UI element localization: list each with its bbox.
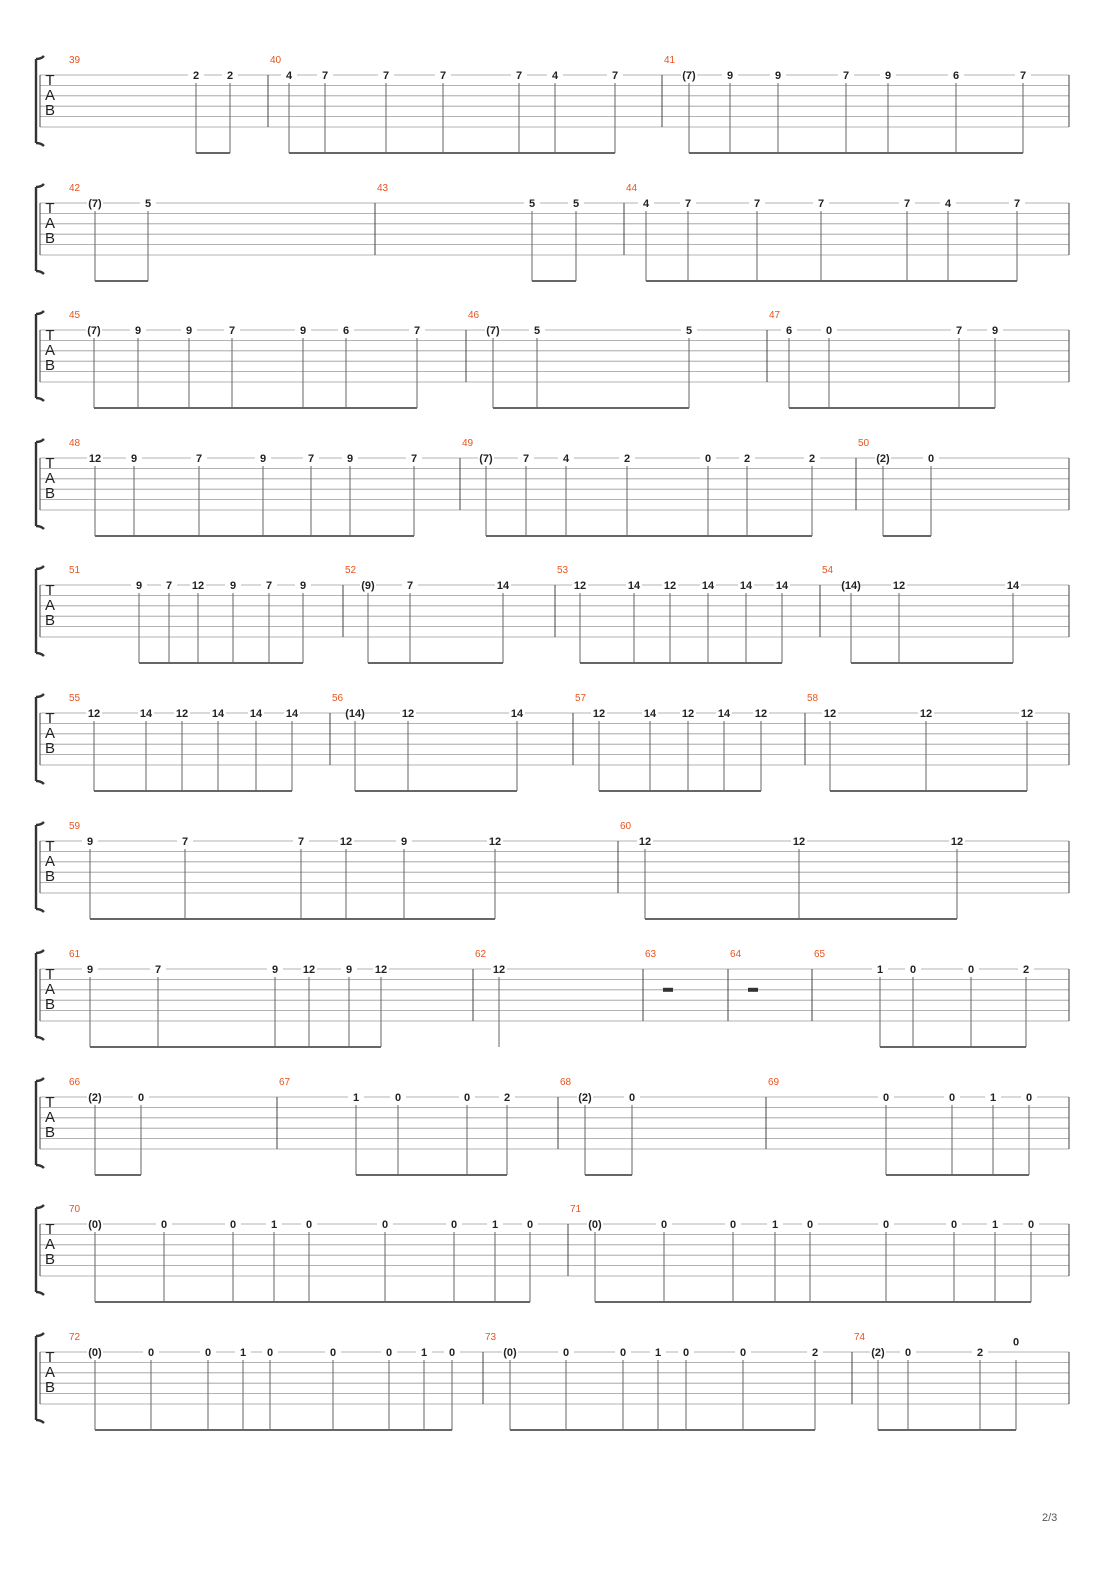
measure-number: 53: [557, 565, 569, 576]
tab-clef-letter: T: [45, 455, 55, 472]
fret-number: 0: [825, 325, 833, 337]
tab-system: [36, 949, 1069, 1047]
fret-number: 0: [381, 1219, 389, 1231]
fret-number: 1: [654, 1347, 662, 1359]
fret-number: 0: [450, 1219, 458, 1231]
tab-clef-letter: B: [44, 996, 56, 1013]
fret-number: 7: [165, 580, 173, 592]
fret-number: 1: [771, 1219, 779, 1231]
fret-number: 12: [681, 708, 695, 720]
fret-number: 12: [638, 836, 652, 848]
fret-number: 9: [299, 580, 307, 592]
fret-number: 0: [948, 1092, 956, 1104]
tab-clef-letter: T: [45, 1221, 55, 1238]
fret-number: 12: [191, 580, 205, 592]
fret-number: 6: [785, 325, 793, 337]
fret-number: (0): [88, 1219, 102, 1231]
fret-number: 1: [991, 1219, 999, 1231]
fret-number: 2: [623, 453, 631, 465]
fret-number: 7: [307, 453, 315, 465]
tab-clef-letter: T: [45, 200, 55, 217]
fret-number: 9: [259, 453, 267, 465]
fret-number: 14: [643, 708, 657, 720]
measure-number: 63: [645, 949, 657, 960]
fret-number: 12: [1020, 708, 1034, 720]
fret-number: (7): [479, 453, 493, 465]
measure-number: 50: [858, 438, 870, 449]
fret-number: 7: [515, 70, 523, 82]
measure-number: 51: [69, 565, 81, 576]
tab-clef-letter: B: [44, 485, 56, 502]
fret-number: 0: [882, 1092, 890, 1104]
fret-number: 12: [950, 836, 964, 848]
fret-number: 12: [374, 964, 388, 976]
fret-number: (7): [486, 325, 500, 337]
tab-clef-letter: B: [44, 868, 56, 885]
fret-number: (0): [88, 1347, 102, 1359]
fret-number: 0: [619, 1347, 627, 1359]
fret-number: 0: [394, 1092, 402, 1104]
fret-number: 12: [823, 708, 837, 720]
tab-system: [36, 693, 1069, 791]
fret-number: 0: [729, 1219, 737, 1231]
tab-system: [36, 438, 1069, 536]
fret-number: 7: [181, 836, 189, 848]
fret-number: 7: [611, 70, 619, 82]
fret-number: 1: [239, 1347, 247, 1359]
fret-number: 0: [704, 453, 712, 465]
fret-number: 0: [204, 1347, 212, 1359]
fret-number: 14: [496, 580, 510, 592]
fret-number: 0: [660, 1219, 668, 1231]
tab-clef-letter: A: [44, 470, 56, 487]
fret-number: 12: [87, 708, 101, 720]
measure-number: 45: [69, 310, 81, 321]
fret-number: 0: [950, 1219, 958, 1231]
tab-clef-letter: T: [45, 1094, 55, 1111]
fret-number: 5: [572, 198, 580, 210]
fret-number: 7: [753, 198, 761, 210]
fret-number: 12: [754, 708, 768, 720]
fret-number: 7: [228, 325, 236, 337]
fret-number: 7: [684, 198, 692, 210]
fret-number: 0: [562, 1347, 570, 1359]
whole-rest: [663, 988, 673, 992]
tab-clef-letter: T: [45, 582, 55, 599]
tab-system: [36, 821, 1069, 919]
fret-number: 5: [528, 198, 536, 210]
fret-number: 12: [302, 964, 316, 976]
tab-clef-letter: T: [45, 838, 55, 855]
fret-number: 2: [503, 1092, 511, 1104]
fret-number: 9: [229, 580, 237, 592]
tab-system: [36, 310, 1069, 408]
fret-number: 1: [876, 964, 884, 976]
measure-number: 60: [620, 821, 632, 832]
fret-number: 7: [1013, 198, 1021, 210]
fret-number: 12: [492, 964, 506, 976]
fret-number: (2): [876, 453, 890, 465]
fret-number: 9: [134, 325, 142, 337]
fret-number: 9: [299, 325, 307, 337]
tab-clef-letter: A: [44, 215, 56, 232]
fret-number: 4: [551, 70, 559, 82]
measure-number: 64: [730, 949, 742, 960]
tab-system: [36, 565, 1069, 663]
page-number: 2/3: [1042, 1512, 1058, 1524]
tab-clef-letter: B: [44, 612, 56, 629]
fret-number: 0: [682, 1347, 690, 1359]
fret-number: 9: [185, 325, 193, 337]
tab-clef-letter: T: [45, 966, 55, 983]
tab-clef-letter: B: [44, 230, 56, 247]
fret-number: 4: [562, 453, 570, 465]
measure-number: 55: [69, 693, 81, 704]
tab-clef-letter: A: [44, 597, 56, 614]
fret-number: 7: [842, 70, 850, 82]
fret-number: 7: [410, 453, 418, 465]
fret-number: 4: [944, 198, 952, 210]
fret-number: 4: [642, 198, 650, 210]
fret-number: (7): [682, 70, 696, 82]
fret-number: 0: [806, 1219, 814, 1231]
fret-number: 1: [270, 1219, 278, 1231]
fret-number: 6: [952, 70, 960, 82]
fret-number: 9: [271, 964, 279, 976]
measure-number: 42: [69, 183, 81, 194]
tab-clef-letter: A: [44, 981, 56, 998]
fret-number: 9: [135, 580, 143, 592]
fret-number: 0: [739, 1347, 747, 1359]
fret-number: 5: [533, 325, 541, 337]
fret-number: 7: [321, 70, 329, 82]
fret-number: 14: [139, 708, 153, 720]
measure-number: 44: [626, 183, 638, 194]
fret-number: 0: [463, 1092, 471, 1104]
tab-clef-letter: B: [44, 102, 56, 119]
tab-clef-letter: B: [44, 740, 56, 757]
fret-number: 14: [1006, 580, 1020, 592]
fret-number: 12: [488, 836, 502, 848]
tab-clef-letter: A: [44, 1236, 56, 1253]
fret-number: 5: [685, 325, 693, 337]
tab-system: [36, 183, 1069, 281]
tab-clef-letter: A: [44, 342, 56, 359]
fret-number: 0: [927, 453, 935, 465]
fret-number: (7): [88, 198, 102, 210]
fret-number: 4: [285, 70, 293, 82]
fret-number: 7: [955, 325, 963, 337]
measure-number: 41: [664, 55, 676, 66]
tab-system: [36, 1077, 1069, 1175]
tab-clef-letter: A: [44, 725, 56, 742]
measure-number: 52: [345, 565, 357, 576]
fret-number: 2: [1022, 964, 1030, 976]
fret-number: 6: [342, 325, 350, 337]
fret-number: 12: [892, 580, 906, 592]
fret-number: (2): [871, 1347, 885, 1359]
fret-number: 9: [726, 70, 734, 82]
fret-number: 12: [88, 453, 102, 465]
measure-number: 40: [270, 55, 282, 66]
measure-number: 56: [332, 693, 344, 704]
tab-clef-letter: A: [44, 87, 56, 104]
fret-number: 0: [1027, 1219, 1035, 1231]
fret-number: 0: [1012, 1336, 1020, 1349]
measure-number: 57: [575, 693, 587, 704]
fret-number: 0: [137, 1092, 145, 1104]
fret-number: 2: [808, 453, 816, 465]
fret-number: 7: [522, 453, 530, 465]
fret-number: 0: [1025, 1092, 1033, 1104]
fret-number: 1: [420, 1347, 428, 1359]
measure-number: 59: [69, 821, 81, 832]
fret-number: 14: [211, 708, 225, 720]
fret-number: 7: [195, 453, 203, 465]
fret-number: 0: [628, 1092, 636, 1104]
fret-number: 12: [792, 836, 806, 848]
fret-number: (14): [841, 580, 861, 592]
fret-number: 9: [345, 964, 353, 976]
measure-number: 66: [69, 1077, 81, 1088]
tab-clef-letter: B: [44, 357, 56, 374]
measure-number: 71: [570, 1204, 582, 1215]
measure-number: 46: [468, 310, 480, 321]
measure-number: 69: [768, 1077, 780, 1088]
fret-number: 2: [811, 1347, 819, 1359]
fret-number: 0: [305, 1219, 313, 1231]
tab-clef-letter: T: [45, 72, 55, 89]
fret-number: (2): [578, 1092, 592, 1104]
fret-number: (14): [345, 708, 365, 720]
fret-number: 0: [448, 1347, 456, 1359]
tab-clef-letter: A: [44, 853, 56, 870]
fret-number: 2: [976, 1347, 984, 1359]
tab-clef-letter: T: [45, 1349, 55, 1366]
measure-number: 67: [279, 1077, 291, 1088]
fret-number: 1: [989, 1092, 997, 1104]
fret-number: 7: [154, 964, 162, 976]
fret-number: (0): [503, 1347, 517, 1359]
fret-number: 9: [884, 70, 892, 82]
tab-clef-letter: B: [44, 1124, 56, 1141]
measure-number: 72: [69, 1332, 81, 1343]
fret-number: 1: [352, 1092, 360, 1104]
fret-number: 9: [130, 453, 138, 465]
measure-number: 58: [807, 693, 819, 704]
tab-clef-letter: T: [45, 327, 55, 344]
fret-number: 7: [406, 580, 414, 592]
measure-number: 62: [475, 949, 487, 960]
fret-number: (2): [88, 1092, 102, 1104]
fret-number: 12: [573, 580, 587, 592]
fret-number: 2: [743, 453, 751, 465]
fret-number: 0: [385, 1347, 393, 1359]
measure-number: 47: [769, 310, 781, 321]
measure-number: 70: [69, 1204, 81, 1215]
tab-system: [36, 1332, 1069, 1430]
fret-number: 7: [903, 198, 911, 210]
fret-number: 7: [817, 198, 825, 210]
fret-number: (0): [588, 1219, 602, 1231]
fret-number: 7: [1019, 70, 1027, 82]
tab-clef-letter: B: [44, 1379, 56, 1396]
measure-number: 39: [69, 55, 81, 66]
fret-number: 14: [739, 580, 753, 592]
fret-number: (7): [87, 325, 101, 337]
tab-system: [36, 1204, 1069, 1302]
fret-number: 9: [400, 836, 408, 848]
fret-number: 9: [346, 453, 354, 465]
whole-rest: [748, 988, 758, 992]
fret-number: 7: [439, 70, 447, 82]
fret-number: 2: [226, 70, 234, 82]
fret-number: 14: [510, 708, 524, 720]
measure-number: 65: [814, 949, 826, 960]
fret-number: 14: [285, 708, 299, 720]
fret-number: 0: [904, 1347, 912, 1359]
fret-number: 14: [627, 580, 641, 592]
fret-number: 0: [909, 964, 917, 976]
tab-clef-letter: A: [44, 1109, 56, 1126]
fret-number: 7: [297, 836, 305, 848]
fret-number: 5: [144, 198, 152, 210]
fret-number: 2: [192, 70, 200, 82]
fret-number: 0: [882, 1219, 890, 1231]
fret-number: 14: [701, 580, 715, 592]
tab-clef-letter: T: [45, 710, 55, 727]
fret-number: (9): [361, 580, 375, 592]
tab-clef-letter: A: [44, 1364, 56, 1381]
fret-number: 14: [775, 580, 789, 592]
fret-number: 0: [967, 964, 975, 976]
fret-number: 0: [329, 1347, 337, 1359]
measure-number: 48: [69, 438, 81, 449]
fret-number: 12: [663, 580, 677, 592]
fret-number: 9: [774, 70, 782, 82]
fret-number: 0: [526, 1219, 534, 1231]
fret-number: 12: [175, 708, 189, 720]
fret-number: 7: [265, 580, 273, 592]
measure-number: 49: [462, 438, 474, 449]
fret-number: 0: [266, 1347, 274, 1359]
measure-number: 54: [822, 565, 834, 576]
fret-number: 9: [86, 836, 94, 848]
tab-system: [36, 55, 1069, 153]
fret-number: 12: [592, 708, 606, 720]
measure-number: 74: [854, 1332, 866, 1343]
fret-number: 14: [249, 708, 263, 720]
fret-number: 12: [919, 708, 933, 720]
fret-number: 7: [382, 70, 390, 82]
measure-number: 73: [485, 1332, 497, 1343]
fret-number: 0: [160, 1219, 168, 1231]
fret-number: 0: [229, 1219, 237, 1231]
fret-number: 7: [413, 325, 421, 337]
fret-number: 9: [991, 325, 999, 337]
fret-number: 12: [401, 708, 415, 720]
fret-number: 12: [339, 836, 353, 848]
measure-number: 68: [560, 1077, 572, 1088]
fret-number: 9: [86, 964, 94, 976]
tab-clef-letter: B: [44, 1251, 56, 1268]
fret-number: 14: [717, 708, 731, 720]
fret-number: 1: [491, 1219, 499, 1231]
fret-number: 0: [147, 1347, 155, 1359]
measure-number: 61: [69, 949, 81, 960]
measure-number: 43: [377, 183, 389, 194]
